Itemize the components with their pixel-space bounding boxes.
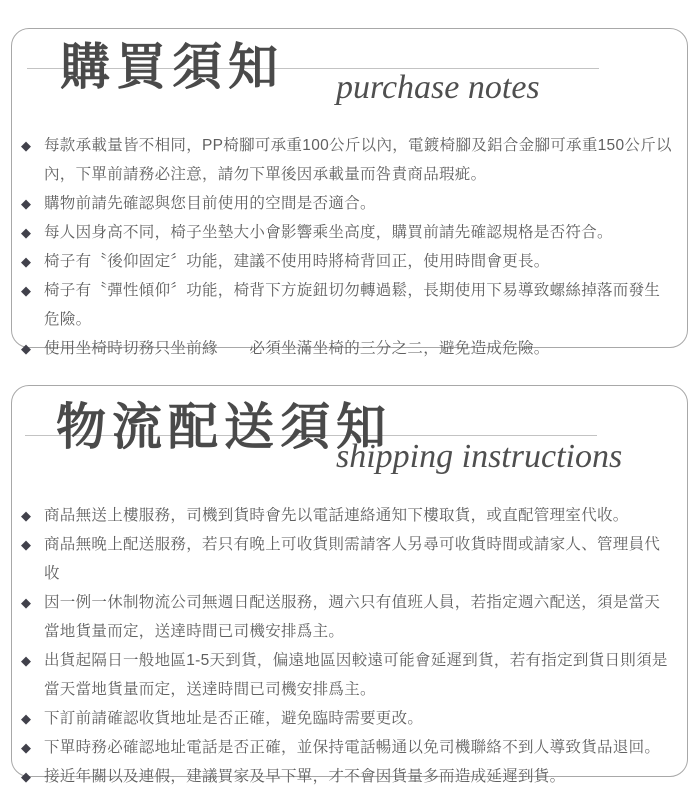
notice-item	[21, 189, 675, 218]
section-title: 購買須知	[60, 39, 284, 95]
diamond-bullet-icon: ◆	[21, 196, 31, 211]
diamond-bullet-icon: ◆	[21, 254, 31, 269]
diamond-bullet-icon: ◆	[21, 769, 31, 784]
notice-item-text: 商品無晚上配送服務，若只有晚上可收貨則需請客人另尋可收貨時間或請家人、管理員代收	[44, 536, 661, 582]
notice-item	[21, 218, 675, 247]
purchase-notes-section	[11, 28, 688, 357]
section-subtitle: shipping instructions	[336, 438, 623, 475]
notice-item	[21, 588, 675, 646]
notice-item	[21, 247, 675, 276]
notice-item-text: 每人因身高不同，椅子坐墊大小會影響乘坐高度，購買前請先確認規格是否符合。	[44, 224, 613, 241]
notice-item	[21, 501, 675, 530]
diamond-bullet-icon: ◆	[21, 138, 31, 153]
section-title: 物流配送須知	[56, 399, 392, 455]
notice-item	[21, 646, 675, 704]
notice-item-text: 下單時務必確認地址電話是否正確，並保持電話暢通以免司機聯絡不到人導致貨品退回。	[44, 739, 661, 756]
notice-item-text: 出貨起隔日一般地區1-5天到貨，偏遠地區因較遠可能會延遲到貨，若有指定到貨日則須是當天當地貨量而定，送達時間已司機安排爲主。	[44, 652, 668, 698]
notice-item-text: 因一例一休制物流公司無週日配送服務，週六只有值班人員，若指定週六配送，須是當天當地貨量而定，送達時間已司機安排爲主。	[44, 594, 661, 640]
diamond-bullet-icon: ◆	[21, 508, 31, 523]
notice-item-text: 每款承載量皆不相同，PP椅腳可承重100公斤以內，電鍍椅腳及鋁合金腳可承重150公斤以內，下單前請務必注意，請勿下單後因承載量而咎責商品瑕疵。	[44, 137, 672, 183]
notice-item-text: 使用坐椅時切務只坐前緣 必須坐滿坐椅的三分之二，避免造成危險。	[44, 340, 550, 357]
diamond-bullet-icon: ◆	[21, 740, 31, 755]
notice-item	[21, 276, 675, 334]
notice-list	[21, 501, 675, 791]
shipping-instructions-section	[11, 385, 688, 785]
notice-item	[21, 704, 675, 733]
diamond-bullet-icon: ◆	[21, 537, 31, 552]
diamond-bullet-icon: ◆	[21, 225, 31, 240]
notice-item-text: 商品無送上樓服務，司機到貨時會先以電話連絡通知下樓取貨，或直配管理室代收。	[44, 507, 629, 524]
notice-item-text: 購物前請先確認與您目前使用的空間是否適合。	[44, 195, 376, 212]
notice-item-text: 下訂前請確認收貨地址是否正確，避免臨時需要更改。	[44, 710, 424, 727]
notice-item	[21, 530, 675, 588]
notice-item-text: 椅子有〝後仰固定〞功能，建議不使用時將椅背回正，使用時間會更長。	[44, 253, 550, 270]
notice-item	[21, 733, 675, 762]
diamond-bullet-icon: ◆	[21, 653, 31, 668]
notice-list	[21, 131, 675, 363]
notice-item	[21, 131, 675, 189]
diamond-bullet-icon: ◆	[21, 283, 31, 298]
notice-item-text: 接近年關以及連假，建議買家及早下單，才不會因貨量多而造成延遲到貨。	[44, 768, 566, 785]
diamond-bullet-icon: ◆	[21, 341, 31, 356]
notice-item	[21, 762, 675, 791]
notice-item	[21, 334, 675, 363]
diamond-bullet-icon: ◆	[21, 595, 31, 610]
section-subtitle: purchase notes	[336, 69, 540, 106]
notice-item-text: 椅子有〝彈性傾仰〞功能，椅背下方旋鈕切勿轉過鬆，長期使用下易導致螺絲掉落而發生危險。	[44, 282, 661, 328]
diamond-bullet-icon: ◆	[21, 711, 31, 726]
